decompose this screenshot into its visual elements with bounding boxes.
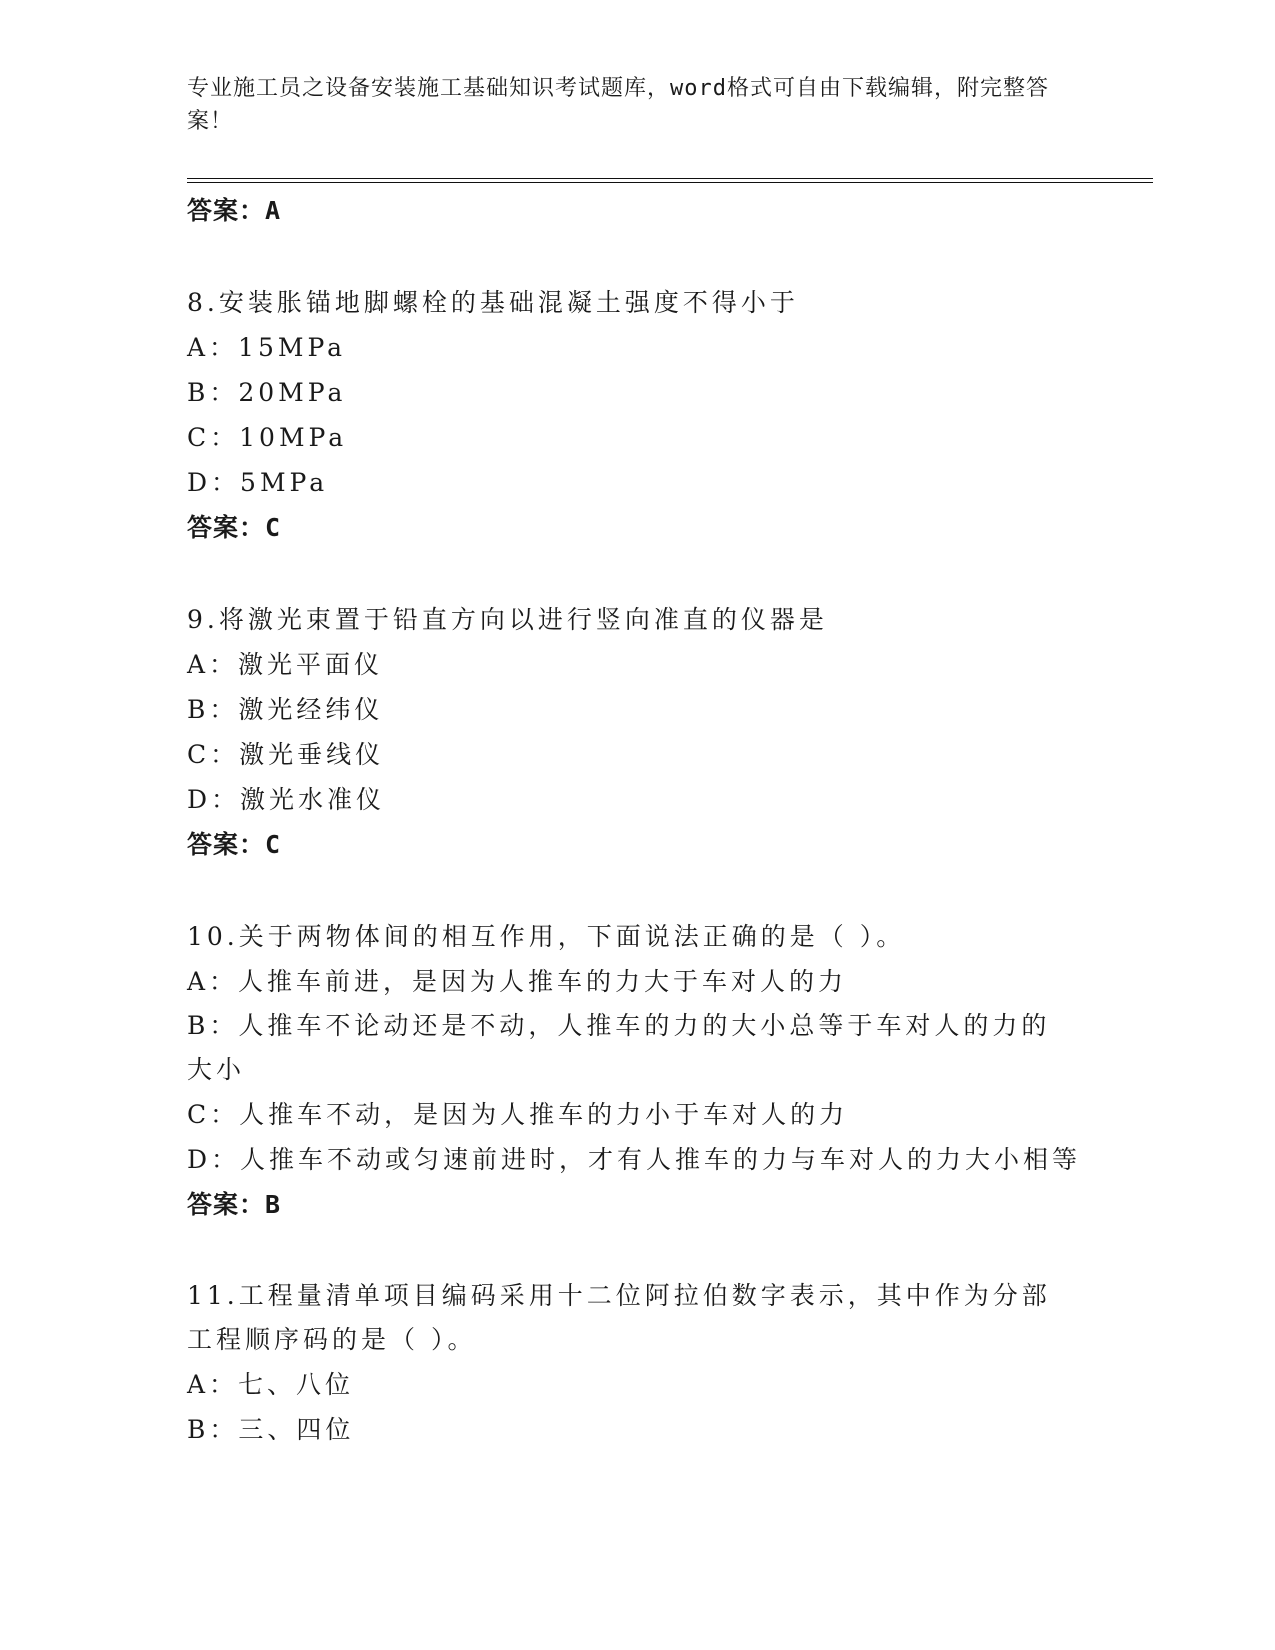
spacer [187,551,1067,597]
option-b: B：20MPa [187,378,347,407]
answer-line: 答案：C [187,513,282,542]
option-a: A：人推车前进，是因为人推车的力大于车对人的力 [187,967,848,996]
option-a: A：15MPa [187,333,347,362]
option-d: D：激光水准仪 [187,785,386,814]
question-block [187,914,1082,1228]
option-c: C：激光垂线仪 [187,740,385,769]
option-a: A：七、八位 [187,1370,355,1399]
spacer [187,868,1067,914]
spacer [187,1228,1067,1274]
header-divider-bottom [187,182,1153,183]
answer-line: 答案：C [187,830,282,859]
option-d: D：人推车不动或匀速前进时，才有人推车的力与车对人的力大小相等 [187,1145,1082,1174]
spacer [187,234,1067,280]
question-block [187,280,1067,551]
option-c: C：人推车不动，是因为人推车的力小于车对人的力 [187,1100,849,1129]
question-stem: 8.安装胀锚地脚螺栓的基础混凝土强度不得小于 [187,288,799,317]
option-c: C：10MPa [187,423,348,452]
option-a: A：激光平面仪 [187,650,384,679]
document-header: 专业施工员之设备安装施工基础知识考试题库，word格式可自由下载编辑，附完整答案！ [187,76,1049,134]
question-stem: 10.关于两物体间的相互作用，下面说法正确的是（ ）。 [187,922,906,951]
header-divider-top [187,178,1153,179]
question-stem: 11.工程量清单项目编码采用十二位阿拉伯数字表示，其中作为分部工程顺序码的是（ ）。 [187,1281,1051,1354]
option-b: B：人推车不论动还是不动，人推车的力的大小总等于车对人的力的大小 [187,1011,1051,1084]
option-b: B：激光经纬仪 [187,695,384,724]
option-b: B：三、四位 [187,1415,355,1444]
document-body [187,188,1082,1452]
question-block [187,597,1067,868]
answer-line: 答案：A [187,196,282,225]
question-stem: 9.将激光束置于铅直方向以进行竖向准直的仪器是 [187,605,828,634]
answer-line: 答案：B [187,1190,282,1219]
question-block [187,1274,1067,1452]
option-d: D：5MPa [187,468,329,497]
